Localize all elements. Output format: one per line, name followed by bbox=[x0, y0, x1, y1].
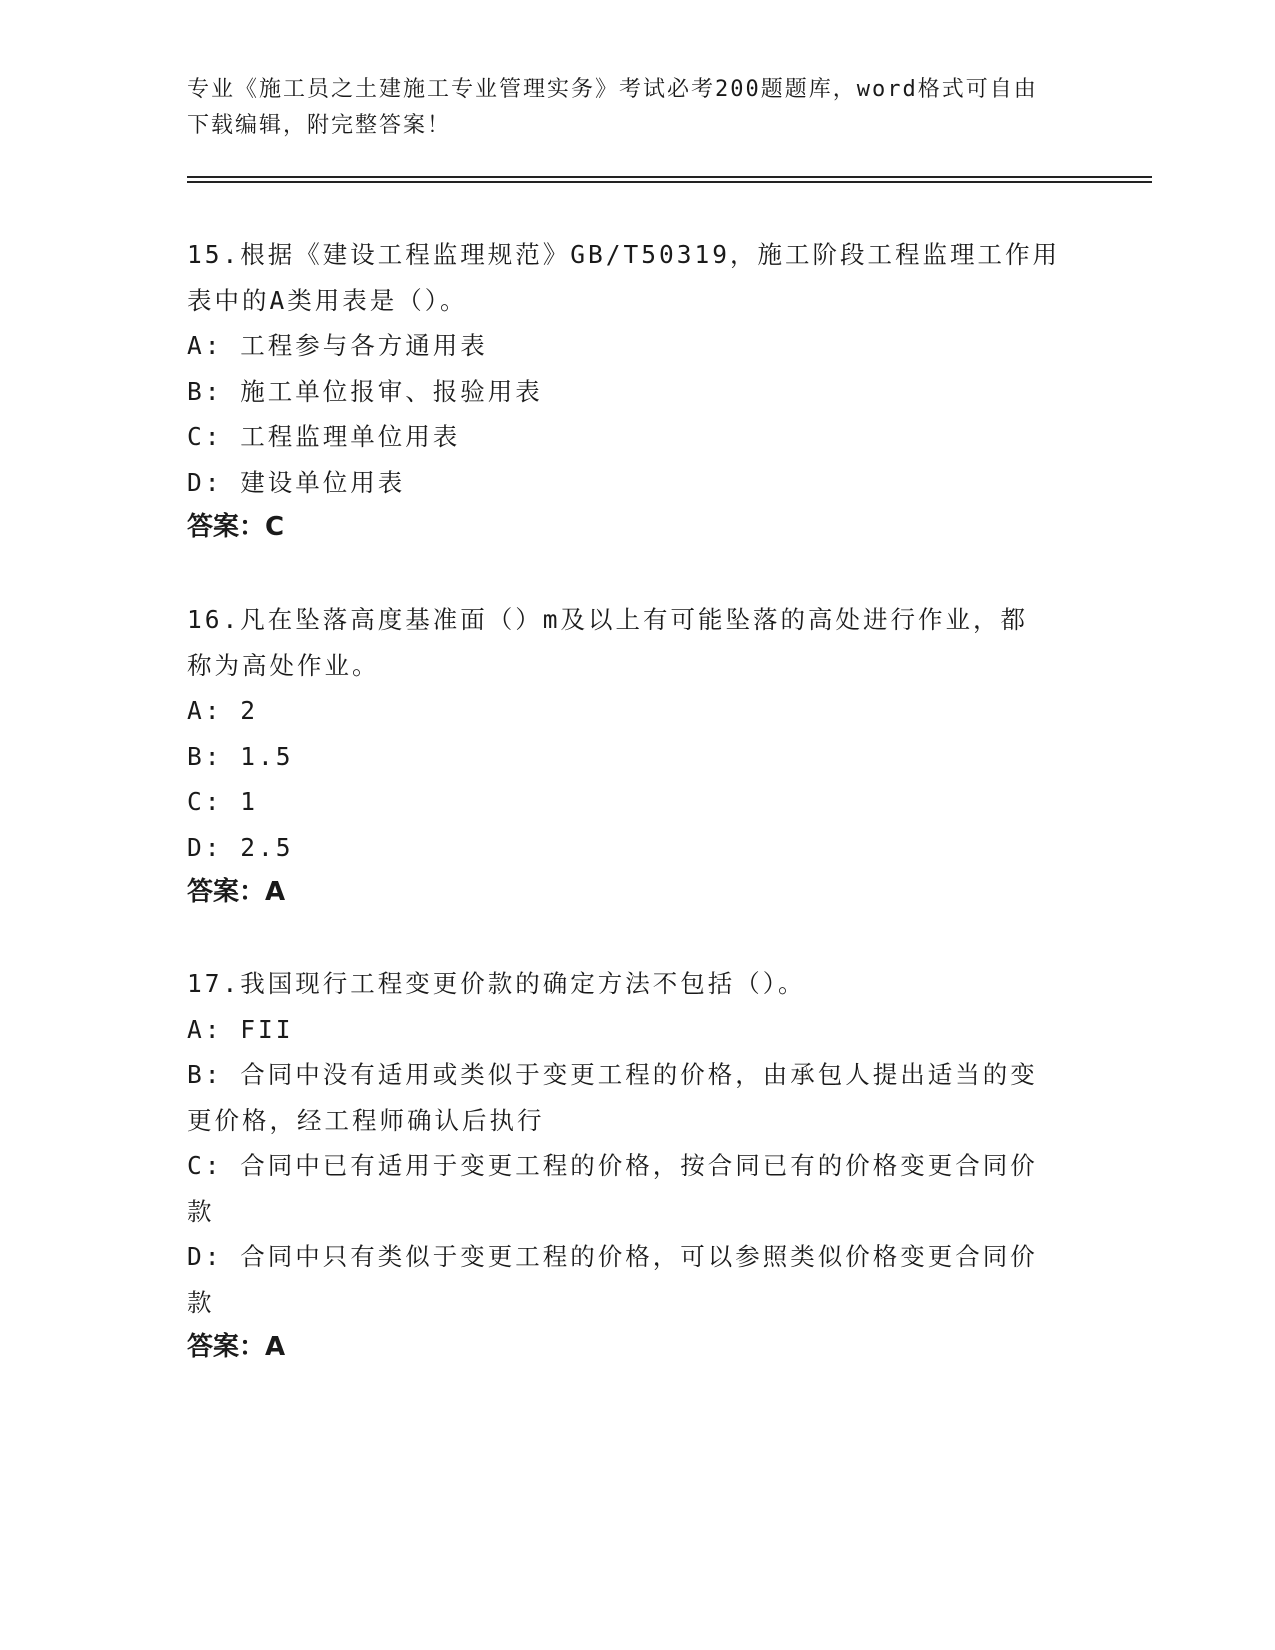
option-a: A: 2 bbox=[187, 696, 259, 725]
option-c: C: 工程监理单位用表 bbox=[187, 422, 461, 451]
answer-label: 答案：A bbox=[187, 1332, 286, 1362]
option-b: B: 合同中没有适用或类似于变更工程的价格，由承包人提出适当的变 bbox=[187, 1060, 1038, 1089]
option-d: D: 2.5 bbox=[187, 832, 294, 862]
question-17 bbox=[187, 961, 1067, 1371]
answer-label: 答案：C bbox=[187, 512, 285, 542]
option-c: C: 合同中已有适用于变更工程的价格，按合同已有的价格变更合同价 bbox=[187, 1151, 1038, 1180]
option-c-continued: 款 bbox=[187, 1196, 215, 1226]
answer-label: 答案：A bbox=[187, 877, 286, 907]
option-b: B: 1.5 bbox=[187, 741, 294, 771]
option-c: C: 1 bbox=[187, 787, 259, 816]
question-stem-line: 17.我国现行工程变更价款的确定方法不包括（）。 bbox=[187, 969, 806, 998]
option-b-continued: 更价格，经工程师确认后执行 bbox=[187, 1105, 545, 1135]
header-divider-bottom bbox=[187, 181, 1152, 183]
question-16 bbox=[187, 597, 1067, 916]
header-line-1: 专业《施工员之土建施工专业管理实务》考试必考200题题库，word格式可自由 bbox=[187, 77, 1038, 102]
document-header bbox=[187, 72, 1067, 144]
question-stem-line: 15.根据《建设工程监理规范》GB/T50319，施工阶段工程监理工作用 bbox=[187, 240, 1061, 269]
question-stem-line: 称为高处作业。 bbox=[187, 650, 380, 680]
option-d: D: 建设单位用表 bbox=[187, 467, 406, 497]
option-a: A: 工程参与各方通用表 bbox=[187, 331, 488, 360]
option-b: B: 施工单位报审、报验用表 bbox=[187, 376, 543, 406]
question-stem-line: 表中的A类用表是（）。 bbox=[187, 285, 468, 315]
question-stem-line: 16.凡在坠落高度基准面（）m及以上有可能坠落的高处进行作业，都 bbox=[187, 605, 1028, 634]
option-a: A: FII bbox=[187, 1014, 294, 1044]
question-15 bbox=[187, 232, 1067, 551]
header-line-2: 下载编辑，附完整答案！ bbox=[187, 113, 452, 138]
option-d: D: 合同中只有类似于变更工程的价格，可以参照类似价格变更合同价 bbox=[187, 1242, 1038, 1271]
option-d-continued: 款 bbox=[187, 1287, 215, 1317]
header-divider-top bbox=[187, 176, 1152, 178]
